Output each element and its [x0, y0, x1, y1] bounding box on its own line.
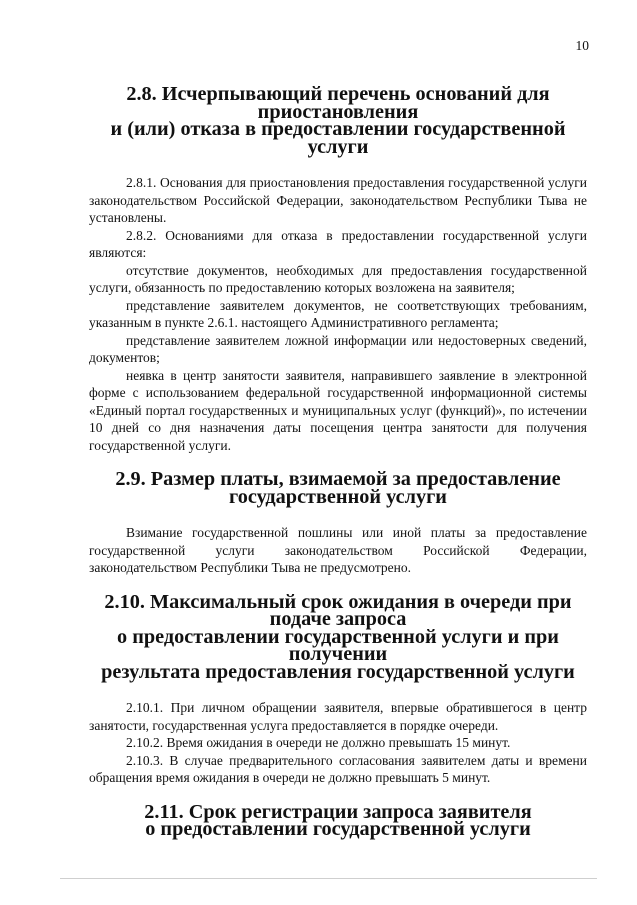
heading-line: 2.9. Размер платы, взимаемой за предоставление: [115, 468, 561, 490]
paragraph-2-8-2: 2.8.2. Основаниями для отказа в предоставлении государственной услуги являются:: [89, 227, 587, 260]
refusal-reason-item: представление заявителем ложной информации или недостоверных сведений, документов;: [89, 332, 587, 365]
heading-line: результата предоставления государственной услуги: [101, 660, 575, 683]
document-body: [89, 83, 587, 840]
refusal-reason-item: неявка в центр занятости заявителя, направившего заявление в электронной форме с использованием федеральной государственной информационной системы «Единый портал государственных и муниципальных услуг (функций)», по истечении 10 дней со дня назначения даты посещения центра занятости для получения государственной услуги.: [89, 367, 587, 453]
heading-line: о предоставлении государственной услуги: [145, 818, 531, 840]
section-heading-2-11: [89, 800, 587, 840]
heading-line: 2.11. Срок регистрации запроса заявителя: [144, 800, 532, 823]
paragraph-2-10-2: 2.10.2. Время ожидания в очереди не должно превышать 15 минут.: [126, 735, 511, 750]
paragraph-2-10-3: 2.10.3. В случае предварительного согласования заявителем даты и времени обращения время ожидания в очереди не должно превышать 5 минут.: [89, 752, 587, 785]
heading-line: 2.10. Максимальный срок ожидания в очереди при подаче запроса: [104, 590, 572, 630]
section-heading-2-10: [89, 590, 587, 683]
heading-line: 2.8. Исчерпывающий перечень оснований для приостановления: [126, 83, 550, 123]
scan-edge-line: [60, 878, 597, 879]
heading-line: о предоставлении государственной услуги и при получении: [117, 625, 559, 665]
refusal-reason-item: представление заявителем документов, не соответствующих требованиям, указанным в пункте 2.6.1. настоящего Административного регламента;: [89, 297, 587, 330]
section-heading-2-8: [89, 83, 587, 158]
refusal-reason-item: отсутствие документов, необходимых для предоставления государственной услуги, обязанность по предоставлению которых возложена на заявителя;: [89, 262, 587, 295]
page-number: 10: [575, 38, 589, 53]
heading-line: государственной услуги: [229, 485, 447, 508]
paragraph-2-10-1: 2.10.1. При личном обращении заявителя, впервые обратившегося в центр занятости, государственная услуга предоставляется в порядке очереди.: [89, 700, 587, 733]
paragraph-2-9: Взимание государственной пошлины или иной платы за предоставление государственной услуги законодательством Российской Федерации, законодательством Республики Тыва не предусмотрено.: [89, 525, 587, 575]
paragraph-2-8-1: 2.8.1. Основания для приостановления предоставления государственной услуги законодательством Российской Федерации, законодательством Республики Тыва не установлены.: [89, 175, 587, 225]
heading-line: и (или) отказа в предоставлении государственной услуги: [110, 118, 566, 158]
section-heading-2-9: [89, 468, 587, 508]
